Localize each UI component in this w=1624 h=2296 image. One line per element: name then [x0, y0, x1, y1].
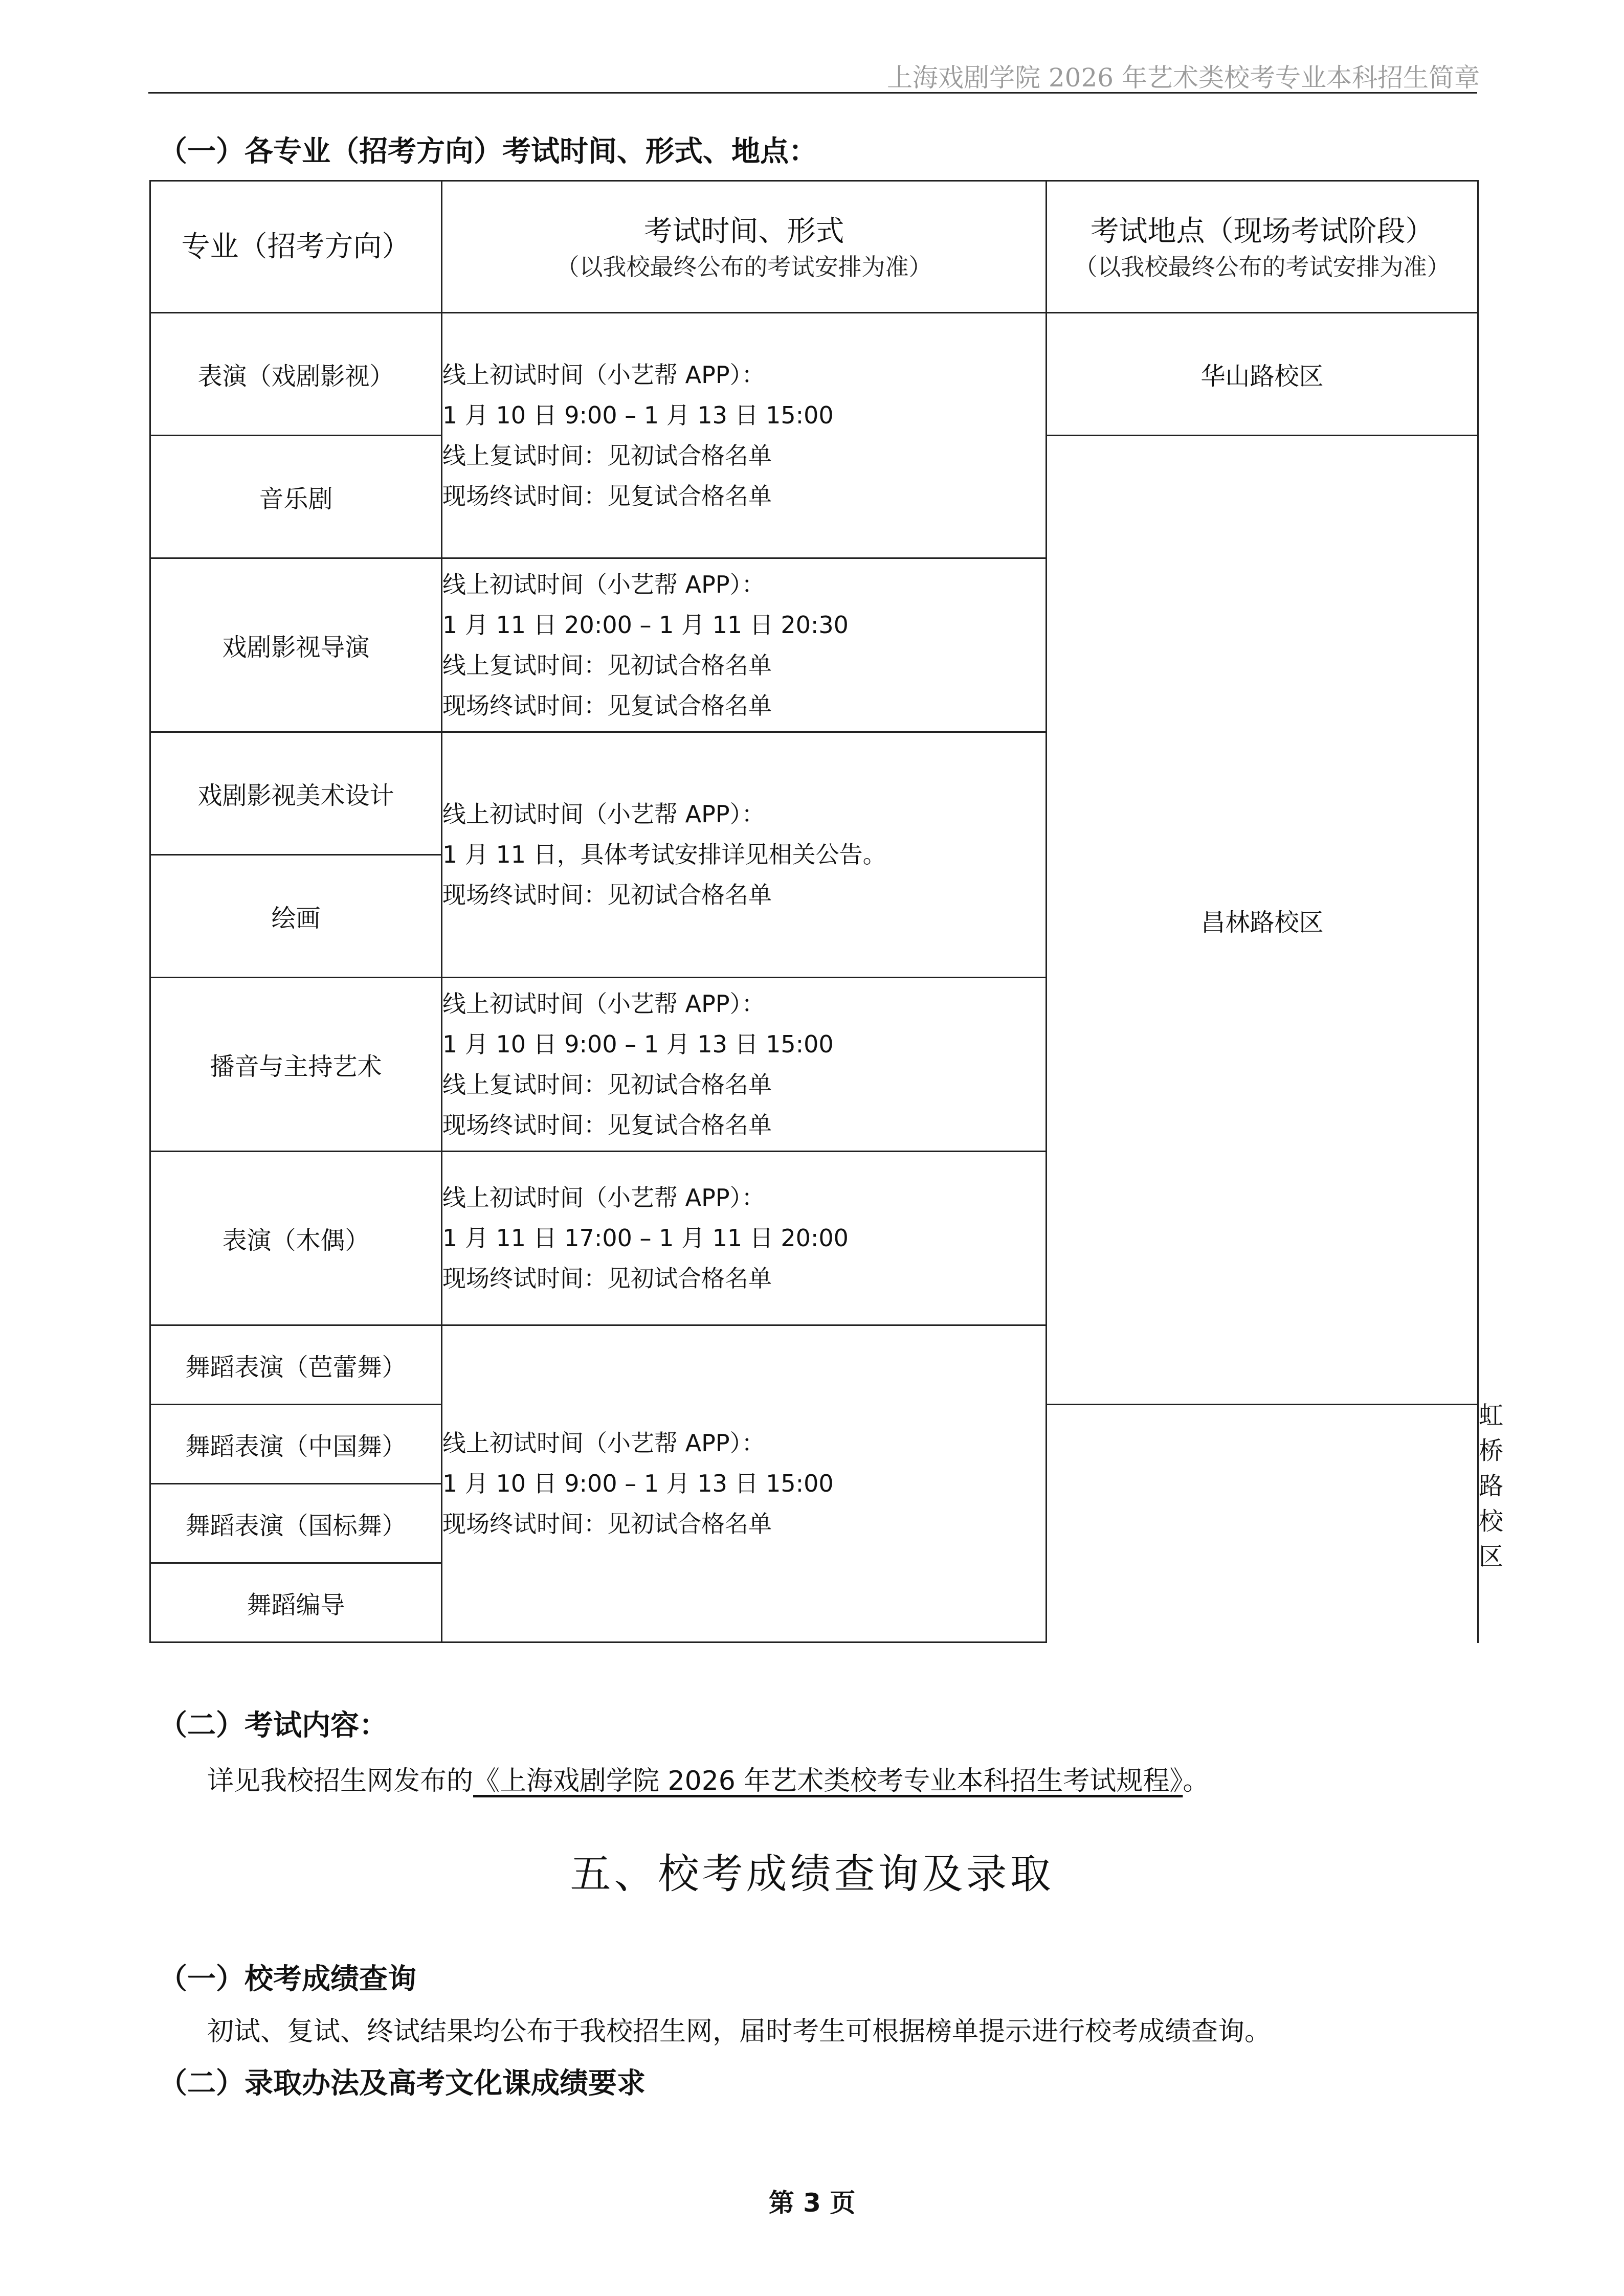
- major-cell: 舞蹈表演（国标舞）: [150, 1484, 442, 1563]
- exam-content-paragraph: 详见我校招生网发布的《上海戏剧学院 2026 年艺术类校考专业本科招生考试规程》。: [207, 1766, 1210, 1796]
- col-header-location-note: （以我校最终公布的考试安排为准）: [1074, 253, 1451, 281]
- table-header-row: [150, 181, 1478, 313]
- chapter-title: 五、校考成绩查询及录取: [570, 1850, 1054, 1898]
- section-1-title: （一）各专业（招考方向）考试时间、形式、地点：: [159, 135, 817, 168]
- exam-time-cell: 线上初试时间（小艺帮 APP）： 1 月 11 日 17:00 – 1 月 11 日 20:00 现场终试时间：见初试合格名单: [442, 1152, 1047, 1325]
- col-header-major: 专业（招考方向）: [150, 181, 442, 313]
- col-header-location: 考试地点（现场考试阶段） （以我校最终公布的考试安排为准）: [1047, 181, 1478, 313]
- location-cell: 昌林路校区: [1047, 436, 1478, 1405]
- major-cell: 舞蹈表演（芭蕾舞）: [150, 1325, 442, 1405]
- exam-rules-link[interactable]: 《上海戏剧学院 2026 年艺术类校考专业本科招生考试规程》: [473, 1766, 1183, 1796]
- col-header-time: 考试时间、形式 （以我校最终公布的考试安排为准）: [442, 181, 1047, 313]
- page-number: 第 3 页: [768, 2188, 856, 2218]
- location-cell: 华山路校区: [1047, 313, 1478, 436]
- table-row: [150, 313, 1478, 436]
- exam-time-cell: 线上初试时间（小艺帮 APP）： 1 月 10 日 9:00 – 1 月 13 日 15:00 现场终试时间：见初试合格名单: [442, 1325, 1047, 1642]
- exam-time-cell: 线上初试时间（小艺帮 APP）： 1 月 11 日 20:00 – 1 月 11 日 20:30 线上复试时间：见初试合格名单 现场终试时间：见复试合格名单: [442, 558, 1047, 732]
- exam-schedule-table: [149, 180, 1504, 1643]
- major-cell: 表演（戏剧影视）: [150, 313, 442, 436]
- major-cell: 播音与主持艺术: [150, 978, 442, 1152]
- running-header: 上海戏剧学院 2026 年艺术类校考专业本科招生简章: [886, 63, 1480, 93]
- exam-time-cell: 线上初试时间（小艺帮 APP）： 1 月 11 日，具体考试安排详见相关公告。 现场终试时间：见初试合格名单: [442, 732, 1047, 978]
- exam-time-cell: 线上初试时间（小艺帮 APP）： 1 月 10 日 9:00 – 1 月 13 日 15:00 线上复试时间：见初试合格名单 现场终试时间：见复试合格名单: [442, 978, 1047, 1152]
- major-cell: 表演（木偶）: [150, 1152, 442, 1325]
- table-row: 舞蹈表演（芭蕾舞） 线上初试时间（小艺帮 APP）： 1 月 10 日 9:00 – 1 月 13 日 15:00 现场终试时间：见初试合格名单 虹桥路校区: [150, 1325, 1478, 1405]
- major-cell: 戏剧影视导演: [150, 558, 442, 732]
- major-cell: 戏剧影视美术设计: [150, 732, 442, 855]
- major-cell: 绘画: [150, 855, 442, 978]
- score-query-paragraph: 初试、复试、终试结果均公布于我校招生网，届时考生可根据榜单提示进行校考成绩查询。: [207, 2016, 1272, 2047]
- subsection-1-title: （一）校考成绩查询: [159, 1963, 416, 1996]
- header-rule: [148, 92, 1477, 94]
- section-2-title: （二）考试内容：: [159, 1709, 388, 1742]
- exam-time-cell: 线上初试时间（小艺帮 APP）： 1 月 10 日 9:00 – 1 月 13 日 15:00 线上复试时间：见初试合格名单 现场终试时间：见复试合格名单: [442, 313, 1047, 558]
- major-cell: 舞蹈表演（中国舞）: [150, 1405, 442, 1484]
- col-header-time-note: （以我校最终公布的考试安排为准）: [555, 253, 932, 281]
- major-cell: 舞蹈编导: [150, 1563, 442, 1642]
- subsection-2-title: （二）录取办法及高考文化课成绩要求: [159, 2067, 646, 2100]
- major-cell: 音乐剧: [150, 436, 442, 558]
